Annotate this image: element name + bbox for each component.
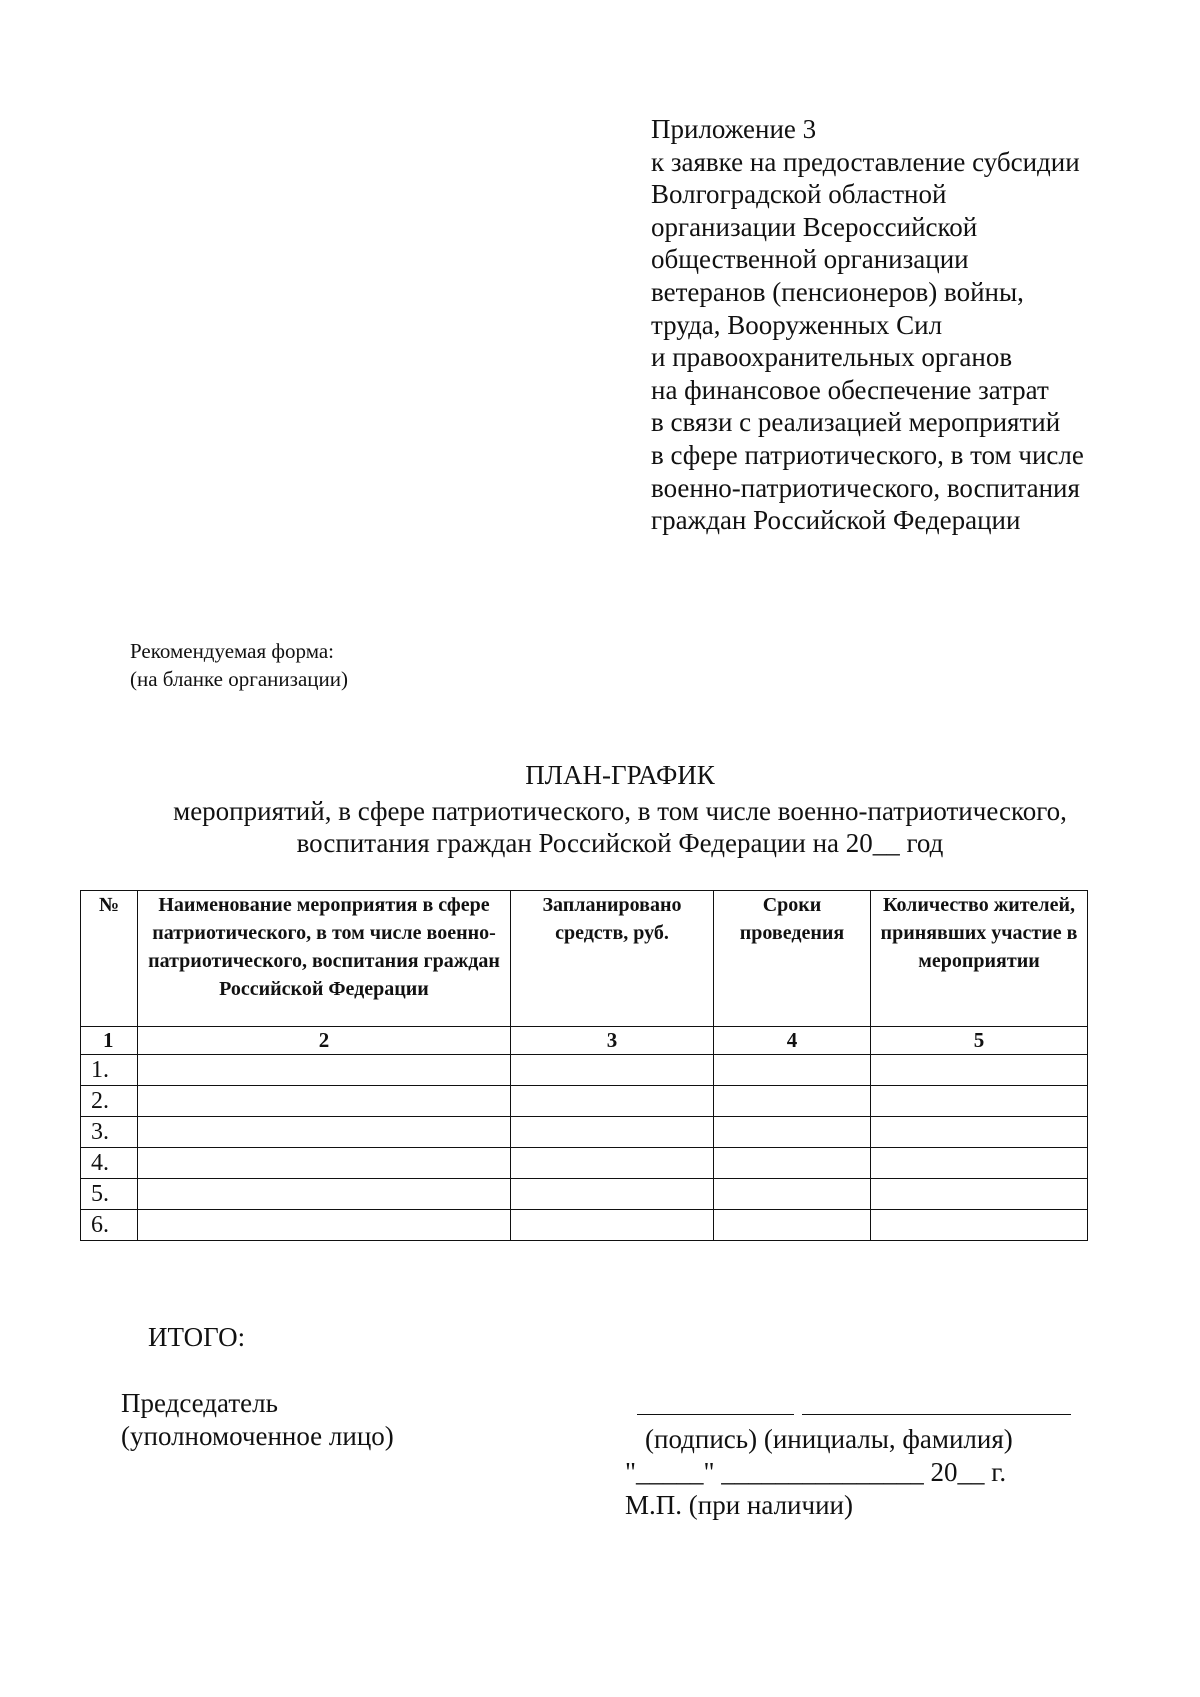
appendix-line: общественной организации (651, 244, 969, 275)
signature-lines (625, 1390, 1085, 1418)
table-cell (511, 1210, 714, 1241)
table-cell (714, 1117, 871, 1148)
appendix-line: Волгоградской областной (651, 179, 947, 210)
column-number: 5 (871, 1027, 1088, 1055)
column-number: 4 (714, 1027, 871, 1055)
appendix-line: на финансовое обеспечение затрат (651, 374, 1049, 405)
table-cell (871, 1210, 1088, 1241)
letterhead-note: (на бланке организации) (130, 667, 348, 691)
table-cell (714, 1086, 871, 1117)
table-cell (138, 1086, 511, 1117)
column-number: 2 (138, 1027, 511, 1055)
table-cell (138, 1179, 511, 1210)
table-cell (511, 1055, 714, 1086)
table-row (81, 1210, 1088, 1241)
header-number: № (81, 891, 138, 1027)
plan-table (80, 890, 1088, 1241)
signature-line (637, 1414, 794, 1415)
document-title (80, 759, 1160, 859)
table-header-row (81, 891, 1088, 1027)
authorized-person-note: (уполномоченное лицо) (121, 1421, 394, 1451)
table-row (81, 1117, 1088, 1148)
table-cell (871, 1086, 1088, 1117)
table-cell (714, 1210, 871, 1241)
title-subtitle-2: воспитания граждан Российской Федерации на 20__ год (296, 828, 944, 858)
row-number: 6. (81, 1210, 138, 1241)
total-label: ИТОГО: (148, 1322, 246, 1352)
name-line (802, 1414, 1071, 1415)
table-cell (871, 1117, 1088, 1148)
recommended-form-note (130, 637, 348, 693)
table-cell (511, 1086, 714, 1117)
table-cell (138, 1148, 511, 1179)
table-cell (871, 1179, 1088, 1210)
recommended-form-label: Рекомендуемая форма: (130, 639, 335, 663)
table-cell (138, 1055, 511, 1086)
table-row (81, 1086, 1088, 1117)
table-cell (138, 1117, 511, 1148)
header-planned-funds: Запланировано средств, руб. (511, 891, 714, 1027)
title-main: ПЛАН-ГРАФИК (525, 760, 715, 790)
appendix-line: и правоохранительных органов (651, 342, 1013, 373)
table-row (81, 1148, 1088, 1179)
header-event-name: Наименование мероприятия в сфере патриотического, в том числе военно-патриотического, воспитания граждан Российской Федерации (138, 891, 511, 1027)
table-cell (511, 1179, 714, 1210)
appendix-line: организации Всероссийской (651, 211, 978, 242)
column-number: 3 (511, 1027, 714, 1055)
table-cell (714, 1179, 871, 1210)
table-row (81, 1179, 1088, 1210)
date-line: "_____" _______________ 20__ г. (625, 1457, 1007, 1487)
row-number: 3. (81, 1117, 138, 1148)
table-cell (714, 1148, 871, 1179)
table-cell (871, 1055, 1088, 1086)
header-dates: Сроки проведения (714, 891, 871, 1027)
appendix-line: в связи с реализацией мероприятий (651, 407, 1061, 438)
appendix-line: военно-патриотического, воспитания (651, 472, 1080, 503)
appendix-line: в сфере патриотического, в том числе (651, 439, 1084, 470)
appendix-line: к заявке на предоставление субсидии (651, 146, 1080, 177)
appendix-line: труда, Вооруженных Сил (651, 309, 943, 340)
signature-block (625, 1390, 1085, 1521)
table-cell (871, 1148, 1088, 1179)
appendix-line: граждан Российской Федерации (651, 505, 1021, 536)
signature-caption: (подпись) (инициалы, фамилия) (645, 1424, 1013, 1454)
table-cell (511, 1148, 714, 1179)
appendix-block (651, 113, 1171, 537)
column-number-row (81, 1027, 1088, 1055)
row-number: 5. (81, 1179, 138, 1210)
table-cell (138, 1210, 511, 1241)
chairman-block (121, 1387, 394, 1453)
table-row (81, 1055, 1088, 1086)
row-number: 1. (81, 1055, 138, 1086)
chairman-title: Председатель (121, 1388, 278, 1418)
table-cell (714, 1055, 871, 1086)
appendix-line: ветеранов (пенсионеров) войны, (651, 276, 1024, 307)
table-cell (511, 1117, 714, 1148)
row-number: 4. (81, 1148, 138, 1179)
stamp-place: М.П. (при наличии) (625, 1490, 853, 1520)
column-number: 1 (81, 1027, 138, 1055)
row-number: 2. (81, 1086, 138, 1117)
appendix-line: Приложение 3 (651, 114, 817, 144)
header-participants: Количество жителей, принявших участие в мероприятии (871, 891, 1088, 1027)
title-subtitle-1: мероприятий, в сфере патриотического, в том числе военно-патриотического, (173, 796, 1067, 826)
